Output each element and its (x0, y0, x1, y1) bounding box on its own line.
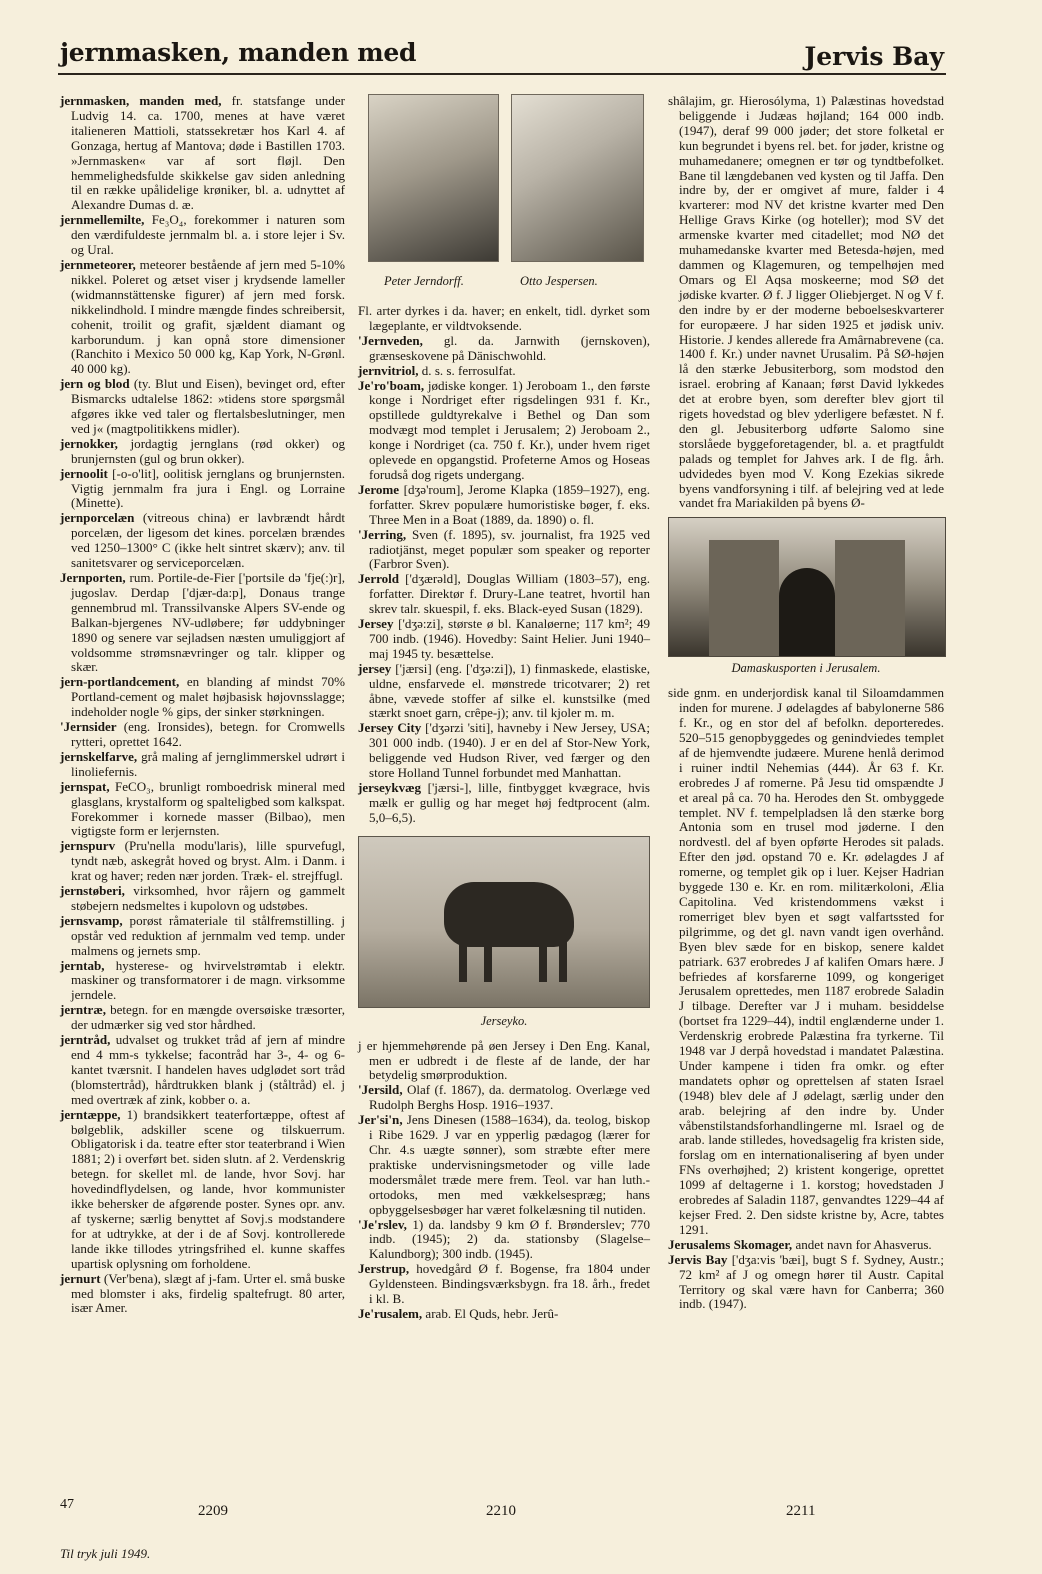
entry-headword: Jerrold (358, 571, 400, 587)
entry-headword: jerntræ, (60, 1002, 107, 1018)
entry-headword: Jersey (358, 616, 394, 632)
running-head-left: jernmasken, manden med (60, 38, 417, 67)
entry-text: gl. da. Jarnwith (jernskoven), grænseskovene på Dänischwohld. (369, 332, 650, 363)
dictionary-entry (358, 334, 650, 364)
entry-headword: Jer'si'n, (358, 1112, 403, 1128)
dictionary-entry (60, 258, 345, 377)
entry-text: jordagtig jernglans (rød okker) og brunjernsten (gul og brun okker). (71, 435, 345, 466)
entry-text: hysterese- og hvirvelstrømtab i elektr. maskiner og transformatorer i de magn. virksomme jerndele. (71, 957, 345, 1003)
dictionary-entry (358, 1039, 650, 1084)
entry-headword: jernporcelæn (60, 510, 135, 526)
caption-damaskusporten: Damaskusporten i Jerusalem. (731, 661, 881, 676)
entry-headword: 'Jerring, (358, 526, 407, 542)
entry-text: ['jærsi-], lille, fintbygget kvægrace, hvis mælk er gullig og har meget høj fedtprocent (alm. 5,0–6,5). (369, 780, 650, 825)
entry-text: Fe₃O₄, forekommer i naturen som den værdifuldeste jernmalm bl. a. i store lejer i Sv. og Ural. (71, 212, 345, 258)
cow-leg (484, 942, 492, 982)
entry-headword: 'Jersild, (358, 1082, 403, 1098)
entry-text: [-o-o'lit], oolitisk jernglans og brunjernsten. Vigtig jernmalm fra jura i Engl. og Lorraine (Minette). (71, 465, 345, 511)
cow-shape (444, 882, 574, 947)
gate-arch (779, 568, 835, 656)
entry-text: Jens Dinesen (1588–1634), da. teolog, biskop i Ribe 1629. J var en ypperlig pædagog (lærer for Chr. 4.s uægte sønner), som stræbte efter mere praktiske undervisningsmetoder og ville lade modersmålet træde mere frem. Teol. var han luth.-ortodoks, men med vækkelsespræg; hans opbyggelsesbøger har været folkelæsning til nutiden. (369, 1112, 650, 1217)
caption-jerndorff: Peter Jerndorff. (384, 274, 464, 288)
entry-headword: jern-portlandcement, (60, 674, 180, 690)
entry-text: (eng. Ironsides), betegn. for Cromwells rytteri, oprettet 1642. (71, 719, 345, 749)
page-number-right: 2211 (786, 1503, 816, 1519)
dictionary-entry (60, 571, 345, 675)
entry-headword: jernspurv (60, 838, 116, 854)
page-number-left: 2209 (198, 1503, 228, 1519)
entry-headword: jerntab, (60, 957, 105, 973)
entry-text: (ty. Blut und Eisen), bevinget ord, efter Bismarcks udtalelse 1862: »tidens store spørgsmål afgøres ikke ved taler og flertalsbeslutninger, men ved j« (magtpolitikkens midler). (71, 376, 345, 436)
dictionary-entry (60, 914, 345, 959)
entry-text: udvalset og trukket tråd af jern af mindre end 4 mm-s tykkelse; facontråd har 3-, 4- og 6-kantet tværsnit. I handelen haves udglødet sort tråd (blomstertråd), hårdtrukken blank j (ståltråd) el. j med overtræk af zink, kobber o. a. (71, 1032, 345, 1107)
portrait-photo-jespersen (511, 94, 644, 262)
entry-text: [dʒə'roum], Jerome Klapka (1859–1927), eng. forfatter. Skrev populære humoristiske bøger, f. eks. Three Men in a Boat (1889, da. 1890) o. fl. (369, 481, 650, 527)
header-rule (58, 73, 946, 75)
dictionary-entry (60, 94, 345, 213)
entry-headword: jernoolit (60, 465, 108, 481)
dictionary-entry (60, 780, 345, 840)
entry-headword: Jerome (358, 481, 400, 497)
column-3-entries-top (668, 94, 944, 511)
entry-text: (Ver'bena), slægt af j-fam. Urter el. små buske med blomster i aks, firdelig spaltefrugt. 80 arter, især Amer. (71, 1270, 345, 1316)
dictionary-entry (668, 94, 944, 511)
entry-headword: jerntæppe, (60, 1106, 121, 1122)
column-2-entries-bottom (358, 1039, 650, 1322)
entry-text: en blanding af mindst 70% Portland-cement og malet højbasisk højovnsslagge; indeholder nogle % gips, der sinker størkningen. (71, 674, 345, 720)
entry-text: Olaf (f. 1867), da. dermatolog. Overlæge ved Rudolph Berghs Hosp. 1916–1937. (369, 1082, 650, 1113)
entry-text: shâlajim, gr. Hierosólyma, 1) Palæstinas hovedstad beliggende i Judæas højland; 164 000 indb. (1947), deraf 99 000 jøder; det store folketal er kun begrundet i byens rel. bet. for jøder, kristne og muhamedanere; omegnen er tør og tyndtbefolket. Bane til længdebanen ved kysten og til Jaffa. Den indre by, der er omgivet af mure, falder i 4 kvarterer: mod NV det kristne kvarter med Den Hellige Gravs Kirke (og hoteller); mod SV det armenske kvarter med citadellet; mod NØ det muhamedanske kvarter med Betesda-højen, med dammen og Klagemuren, og tempelhøjen med Omars og El Aqsa moskeerne; mod SØ det jødiske kvarter. Ø f. J ligger Oliebjerget. N og V f. den indre by er der moderne beboelseskvarterer for europæere. J har siden 1925 et jødisk univ. Historie. J kendes allerede fra Amârnabrevene (ca. 1400 f. Kr.) under navnet Urusalim. På SØ-højen lå den stærke Jebusiterborg, som modstod den israel. erobring af Kanaan; først David lykkedes det at erobre byen, som derefter blev gjort til rigets hovedstad og blev yderligere befæstet. N f. den gl. Jebusiterborg udførte Salomo sine storslåede byggeforetagender, bl. a. et pragtfuldt palads og templet for Jahves ark. I de flg. årh. udvidedes byen mod V. Kong Ezekias sikrede byens vandforsyning i tilf. af belejring ved at lede vandet fra Mariakilden på byens Ø- (668, 93, 944, 511)
entry-text: arab. El Quds, hebr. Jerû- (422, 1305, 559, 1321)
cow-leg (539, 942, 547, 982)
entry-text: j er hjemmehørende på øen Jersey i Den Eng. Kanal, men er udbredt i de fleste af de lande, der har betydelig smørproduktion. (358, 1037, 650, 1083)
entry-headword: jersey (358, 660, 392, 676)
dictionary-entry (60, 959, 345, 1004)
caption-jerseyko: Jerseyko. (480, 1013, 528, 1028)
entry-headword: Jerstrup, (358, 1261, 410, 1277)
entry-text: d. s. s. ferrosulfat. (418, 362, 516, 378)
entry-headword: 'Jernveden, (358, 332, 423, 348)
entry-headword: Jervis Bay (668, 1251, 728, 1267)
running-head-right: Jervis Bay (804, 42, 944, 71)
dictionary-entry (60, 675, 345, 720)
entry-text: rum. Portile-de-Fier ['portsile də 'fje(:)r], jugoslav. Derdap ['djær-da:p], Donaus trange gennembrud ml. Transsilvanske Alpers SV-ende og Balkan-bjergenes NV-udløbere; før uddybninger 1890 og senere var sejladsen næsten umuliggjort af voldsomme strømsnævringer og talr. klipper og skær. (71, 570, 345, 675)
entry-text: 1) brandsikkert teaterfortæppe, oftest af bølgeblik, adskiller scene og tilskuerrum. Obligatorisk i da. teatre efter stor teaterbrand i Wien 1881; 2) i overført bet. siden slutn. af 2. Verdenskrig betegn. for skellet ml. de lande, hvor Sovj. har hovedindflydelsen, og lande, hvor kommunister ikke behersker de afgørende poster. Synes opr. anv. af tyskerne; særlig benyttet af Sovj.s modstandere for at udtrykke, at der i de af Sovj. kontrollerede lande ikke tillodes ytringsfrihed el. kunne skaffes upartisk oplysning om forholdene. (71, 1106, 345, 1271)
entry-headword: jernstøberi, (60, 883, 125, 899)
dictionary-entry (60, 1108, 345, 1272)
dictionary-entry (60, 377, 345, 437)
damascus-gate-photo (668, 517, 946, 657)
dictionary-entry (358, 528, 650, 573)
dictionary-entry (358, 379, 650, 483)
entry-text: porøst råmateriale til stålfremstilling. j opstår ved reduktion af jernmalm ved temp. under malmens og jernets smp. (71, 912, 345, 958)
dictionary-entry (60, 511, 345, 571)
entry-headword: Jernporten, (60, 570, 126, 585)
dictionary-entry (358, 1113, 650, 1217)
page-number-center: 2210 (486, 1503, 516, 1519)
cow-leg (459, 942, 467, 982)
entry-headword: Jerusalems Skomager, (668, 1236, 793, 1252)
dictionary-entry (60, 437, 345, 467)
entry-headword: Je'ro'boam, (358, 377, 425, 393)
dictionary-entry (358, 1262, 650, 1307)
entry-text: betegn. for en mængde oversøiske træsorter, der udmærker sig ved stor hårdhed. (71, 1002, 345, 1033)
entry-headword: jernspat, (60, 778, 110, 794)
entry-headword: Jersey City (358, 720, 422, 736)
entry-headword: jerseykvæg (358, 780, 422, 795)
caption-jespersen: Otto Jespersen. (520, 274, 598, 288)
dictionary-entry (668, 1238, 944, 1253)
entry-headword: jernskelfarve, (60, 748, 138, 764)
entry-text: ['dʒa:vis 'bæi], bugt S f. Sydney, Austr.; 72 km² af J og omegn hører til Austr. Capital Territory og skal være havn for Canberra; 360 indb. (1947). (679, 1251, 945, 1312)
entry-headword: jernmeteorer, (60, 256, 136, 272)
gate-tower-left (709, 540, 779, 656)
jersey-cow-photo (358, 836, 650, 1008)
dictionary-entry (60, 884, 345, 914)
entry-text: ['dʒærəld], Douglas William (1803–57), eng. forfatter. Direktør f. Drury-Lane teatret, hvortil han skrev talr. skuespil, f. eks. Black-eyed Susan (1829). (369, 571, 650, 617)
gate-tower-right (835, 540, 905, 656)
entry-text: ['dʒə:zi], største ø bl. Kanaløerne; 117 km²; 49 700 indb. (1946). Hovedby: Saint Helier. Juni 1940–maj 1945 ty. besættelse. (369, 616, 650, 661)
column-1 (60, 94, 345, 1316)
entry-text: 1) da. landsby 9 km Ø f. Brønderslev; 770 indb. (1945); 2) da. stationsby (Slagelse–Kalundborg); 300 indb. (1945). (369, 1216, 650, 1262)
entry-text: andet navn for Ahasverus. (792, 1236, 932, 1252)
dictionary-entry (358, 572, 650, 617)
entry-headword: jernvitriol, (358, 362, 419, 378)
dictionary-entry (60, 720, 345, 750)
dictionary-entry (358, 483, 650, 528)
dictionary-entry (60, 1272, 345, 1317)
entry-headword: jernmasken, manden med, (60, 93, 222, 108)
column-3 (668, 94, 944, 1312)
dictionary-entry (60, 467, 345, 512)
dictionary-entry (60, 750, 345, 780)
entry-headword: jernmellemilte, (60, 212, 145, 228)
entry-text: meteorer bestående af jern med 5-10% nikkel. Poleret og ætset viser j krydsende lameller (widmannstättenske figurer) af jern med forsk. nikkelindhold. I mindre mængde findes schreibersit, cohenit, troilit og grafit, sjældent diamant og karborundum. j kan opnå store dimensioner (Ranchito i Mexico 50 000 kg, Kap York, N-Grønl. 40 000 kg). (71, 256, 345, 377)
portrait-figure (358, 94, 650, 294)
dictionary-entry (358, 364, 650, 379)
entry-text: FeCO₃, brunligt romboedrisk mineral med glasglans, krystalform og spalteligbed som kalkspat. Forekommer i kornede masser (Bilbao), men vigtigste form er lerjernsten. (71, 778, 345, 839)
dictionary-entry (358, 781, 650, 826)
entry-text: Sven (f. 1895), sv. journalist, fra 1925 ved radiotjänst, meget populær som speaker og reporter (Farbror Sven). (369, 526, 650, 572)
sheet-mark: 47 (60, 1497, 74, 1512)
dictionary-entry (358, 617, 650, 662)
dictionary-entry (60, 1033, 345, 1108)
portrait-photo-jerndorff (368, 94, 499, 262)
entry-text: (Pru'nella modu'laris), lille spurvefugl, tyndt næb, askegråt hoved og bryst. Alm. i Danm. i krat og haver; reden nær jorden. Træk- el. strejffugl. (71, 838, 345, 884)
column-2-entries-top (358, 304, 650, 826)
entry-text: Fl. arter dyrkes i da. haver; en enkelt, tidl. dyrket som lægeplante, er vildtvoksende. (358, 303, 650, 333)
entry-text: grå maling af jernglimmerskel udrørt i linoliefernis. (71, 748, 345, 779)
entry-text: (vitreous china) er lavbrændt hårdt porcelæn, der ligesom det kines. porcelæn brændes ved 1250–1300° C (ikke helt sintret skærv); anv. til sanitetsvarer og serviceporcelæn. (71, 510, 345, 571)
entry-text: hovedgård Ø f. Bogense, fra 1804 under Gyldensteen. Bindingsværksbygn. fra 18. årh., fredet i kl. B. (369, 1261, 650, 1307)
dictionary-entry (60, 213, 345, 258)
entry-text: side gnm. en underjordisk kanal til Siloamdammen inden for murene. J ødelagdes af babylonerne 586 f. Kr., og en stor del af befolkn. deporteredes. 520–515 genopbyggedes og genindviedes templet af de hjemvendte judæere. Murene henlå derimod i ruiner indtil Nehemias (444). År 63 f. Kr. erobredes J af romerne. På Jesu tid omspændte J et areal på ca. 70 ha. Herodes den St. ombyggede templet. NV f. tempelpladsen lå den stærke borg Antonia som en trusel mod jøderne. I den nordvestl. del af byen opførte Herodes sit palads. Efter den jød. opstand 70 e. Kr. ødelagdes J af romerne, og templet gik op i luer. Kejser Hadrian byggede 130 e. Kr. en rom. militærkoloni, Ælia Capitolina. Ved kristendommens vækst i romerriget blev byen et søgt valfartssted for pilgrimme, og det gl. navn vandt igen overhånd. Byen blev sæde for en biskop, senere kaldet patriark. 637 erobredes J af kalifen Omars hære. J befriedes af korsfarerne 1099, og kongeriget Jerusalem oprettedes, men 1187 erobrede Saladin J tilbage. Derefter var J i muham. besiddelse (bortset fra 1229–44), indtil englænderne under 1. Verdenskrig erobrede Palæstina fra tyrkerne. Til 1948 var J derpå hovedstad i mandatet Palæstina. Under kampene i tiden fra omkr. og efter mandatets ophør og oprettelsen af staten Israel (1948) blev dele af J ødelagt, særlig under den arab. belejring af den indre by. Under våbenstilstandsforhandlingerne ml. Israel og de arab. lande stilledes, hovedsagelig fra kristen side, forslag om en internationalisering af byen under FNs overhøjhed; 2) kristent kongerige, oprettet 1099 af deltagerne i 1. korstog; hovedstaden J erobredes af Saladin 1187, genvandtes 1229–44 af kejser Fred. 2. Den sidste kristne by, Acre, tabtes 1291. (668, 685, 944, 1237)
dictionary-entry (358, 662, 650, 722)
entry-headword: jernurt (60, 1270, 101, 1286)
entry-text: ['dʒərzi 'siti], havneby i New Jersey, USA; 301 000 indb. (1940). J er en del af Stor-New York, beliggende ved Hudson River, ved færger og den store Holland Tunnel forbundet med Manhattan. (369, 720, 650, 781)
dictionary-entry (60, 839, 345, 884)
dictionary-entry (358, 1083, 650, 1113)
dictionary-entry (358, 721, 650, 781)
print-note: Til tryk juli 1949. (60, 1546, 151, 1561)
cow-leg (559, 942, 567, 982)
entry-text: fr. statsfange under Ludvig 14. ca. 1700, menes at have været italieneren Mattioli, statssekretær hos Karl 4. af Gonzaga, hertug af Mantova; døde i Bastillen 1703. »Jernmasken« var af sort fløjl. Den hemmelighedsfulde skikkelse gav siden anledning til en række upålidelige krøniker, bl. a. udnyttet af Alexandre Dumas d. æ. (71, 93, 345, 213)
column-3-entries-bottom (668, 686, 944, 1312)
dictionary-entry (60, 1003, 345, 1033)
dictionary-entry (668, 686, 944, 1238)
entry-headword: 'Je'rslev, (358, 1216, 407, 1232)
entry-headword: jerntråd, (60, 1032, 111, 1048)
column-2 (358, 94, 650, 1322)
dictionary-entry (358, 1307, 650, 1322)
entry-headword: jernsvamp, (60, 912, 123, 928)
entry-text: virksomhed, hvor råjern og gammelt støbejern nedsmeltes i kupolovn og udstøbes. (71, 883, 345, 913)
dictionary-entry (358, 1218, 650, 1263)
entry-headword: 'Jernsider (60, 719, 117, 735)
dictionary-entry (668, 1253, 944, 1313)
entry-text: ['jærsi] (eng. ['dʒə:zi]), 1) finmaskede, elastiske, uldne, ensfarvede el. mønstrede tricotvarer; 2) ret åbne, vævede stoffer af silke el. kunstsilke (med stærkt snoet garn, crêpe-j); anv. til kjoler m. m. (369, 660, 650, 721)
entry-text: jødiske konger. 1) Jeroboam 1., den første konge i Nordriget efter rigsdelingen 931 f. Kr., opstillede guldtyrekalve i Bethel og Dan som modvægt mod templet i Jerusalem; 2) Jeroboam 2., konge i Nordriget (ca. 750 f. Kr.), under hvem riget oplevede en opgangstid. Profeterne Amos og Hoseas forudså dog rigets undergang. (369, 377, 650, 482)
dictionary-entry (358, 304, 650, 334)
entry-headword: jernokker, (60, 435, 118, 451)
entry-headword: jern og blod (60, 376, 130, 392)
entry-headword: Je'rusalem, (358, 1305, 423, 1321)
